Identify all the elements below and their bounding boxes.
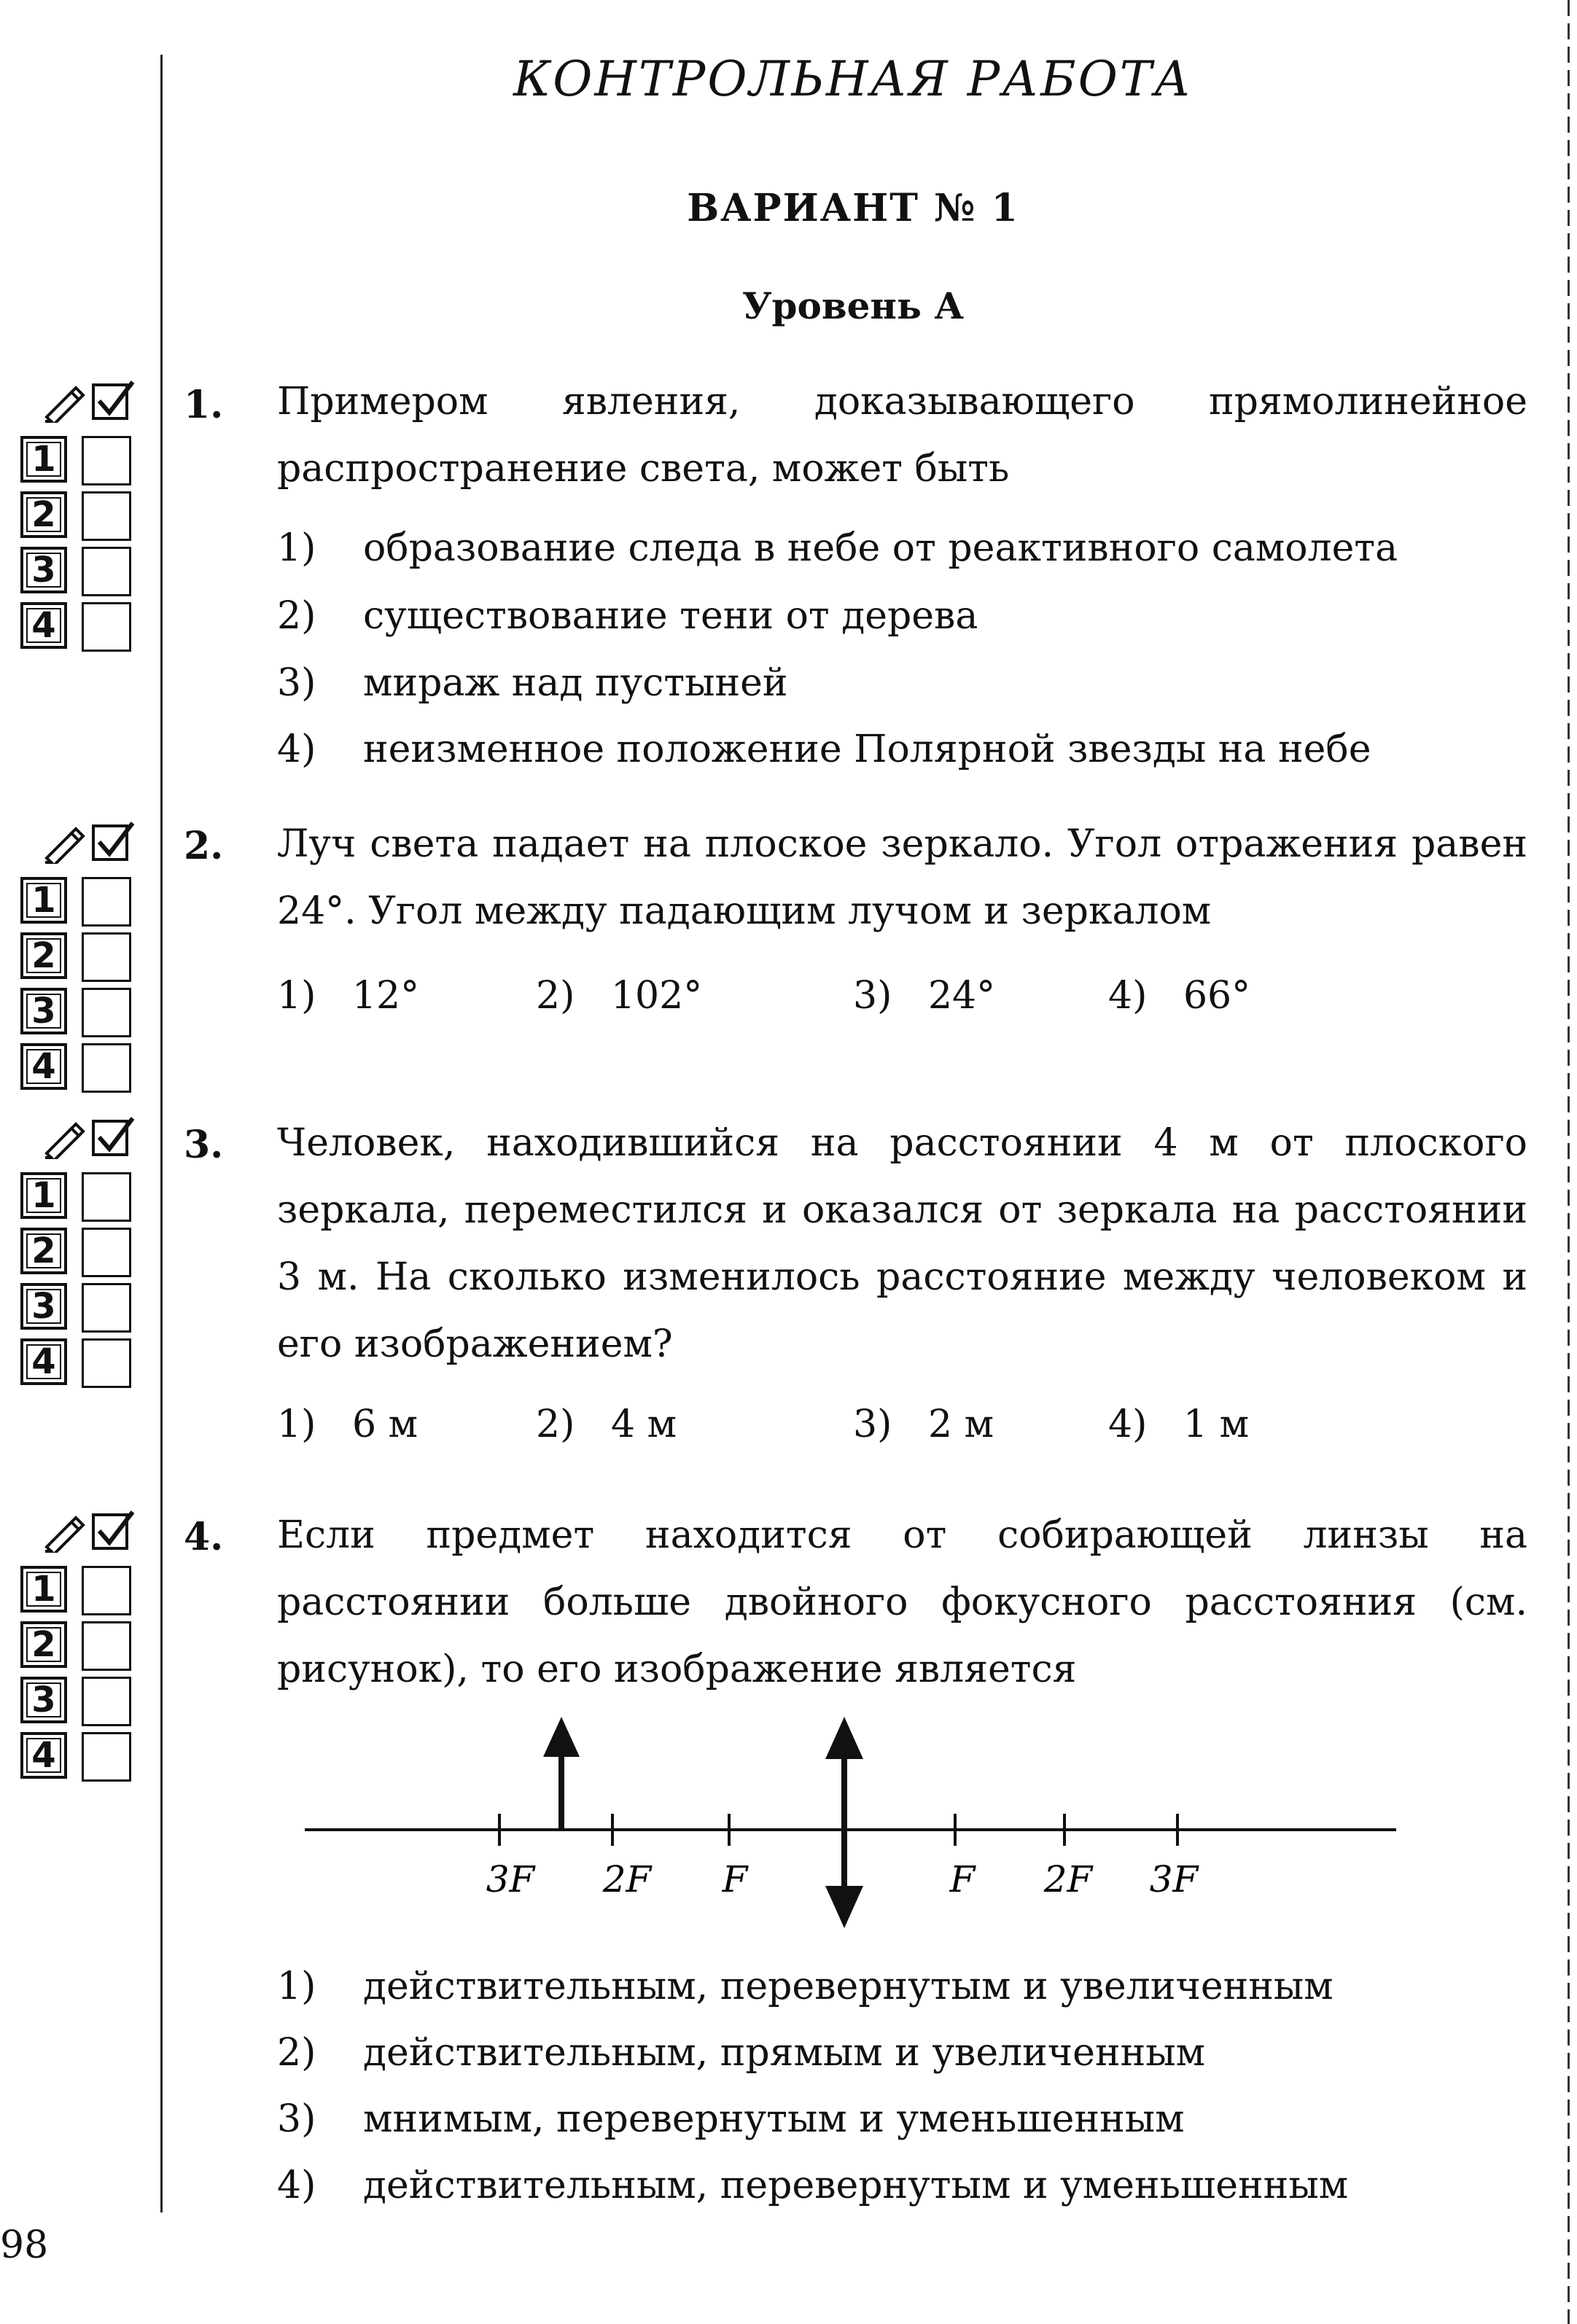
page-number: 98 [0,2223,49,2267]
level-title: Уровень А [741,284,965,327]
answer-checkbox[interactable] [82,1228,131,1277]
answer-checkbox[interactable] [82,491,131,541]
option: 4) 1 м [1108,1403,1250,1446]
option: 2) действительным, прямым и увеличенным [277,2031,1206,2075]
answer-number-box: 4 [20,1338,67,1385]
focus-label: F [722,1858,748,1900]
option: 3) мнимым, перевернутым и уменьшенным [277,2097,1185,2141]
option: 2) 4 м [536,1403,677,1446]
answer-number-box: 1 [20,877,67,924]
focus-label: F [949,1858,976,1900]
option: 4) действительным, перевернутым и уменьшенным [277,2164,1349,2207]
answer-checkbox[interactable] [82,932,131,982]
focus-label: 3F [486,1858,535,1900]
pen-check-icon [42,1509,152,1553]
answer-row-4[interactable] [20,1043,137,1093]
lens-top-arrowhead [825,1717,863,1759]
object-arrowhead [543,1717,580,1757]
answer-number-box: 1 [20,436,67,483]
answer-row-3[interactable] [20,1677,137,1726]
question-number: 3. [184,1123,224,1167]
answer-checkbox[interactable] [82,1283,131,1333]
focus-label: 3F [1149,1858,1199,1900]
answer-row-1[interactable] [20,1566,137,1615]
answer-checkbox[interactable] [82,1677,131,1726]
answer-number-box: 4 [20,1043,67,1090]
pen-check-icon [42,379,152,423]
option: 2) существование тени от дерева [277,594,978,638]
answer-checkbox[interactable] [82,1043,131,1093]
option: 1) 12° [277,974,420,1018]
answer-checkbox[interactable] [82,1338,131,1388]
option: 1) действительным, перевернутым и увеличенным [277,1965,1333,2008]
pen-check-icon [42,1115,152,1159]
answer-number-box: 3 [20,1677,67,1723]
question-number: 1. [184,383,224,427]
variant-title: ВАРИАНТ № 1 [687,186,1019,230]
focus-label: 2F [602,1858,652,1900]
pen-icon [47,833,79,864]
answer-checkbox[interactable] [82,1621,131,1671]
answer-checkbox[interactable] [82,1172,131,1222]
margin-line [160,55,163,2212]
answer-number-box: 1 [20,1566,67,1613]
answer-row-3[interactable] [20,1283,137,1333]
question-text: Примером явления, доказывающего прямолинейное распространение света, может быть [277,380,1527,491]
question-text: Если предмет находится от собирающей линзы на расстоянии больше двойного фокусного расстояния (см. рисунок), то его изображение является [277,1513,1527,1691]
answer-row-1[interactable] [20,1172,137,1222]
answer-row-2[interactable] [20,491,137,541]
option: 2) 102° [536,974,703,1018]
pen-check-icon [42,820,152,864]
answer-number-box: 3 [20,988,67,1034]
lens-bottom-arrowhead [825,1886,863,1928]
answer-number-box: 2 [20,491,67,538]
answer-checkbox[interactable] [82,1566,131,1615]
question-number: 4. [184,1515,224,1559]
answer-checkbox[interactable] [82,877,131,927]
cut-line [1568,0,1570,2324]
option: 1) 6 м [277,1403,418,1446]
option: 3) 24° [853,974,996,1018]
answer-number-box: 3 [20,1283,67,1330]
answer-number-box: 2 [20,1228,67,1274]
answer-number-box: 3 [20,547,67,593]
answer-number-box: 2 [20,932,67,979]
pen-icon [47,1128,79,1159]
answer-checkbox[interactable] [82,1732,131,1782]
pen-icon [47,1522,79,1553]
page-title: КОНТРОЛЬНАЯ РАБОТА [513,51,1193,107]
focus-label: 2F [1043,1858,1093,1900]
question-text: Человек, находившийся на расстоянии 4 м от плоского зеркала, переместился и оказался от зеркала на расстоянии 3 м. На сколько изменилось расстояние между человеком и его изображением? [277,1121,1527,1366]
option: 1) образование следа в небе от реактивного самолета [277,526,1398,570]
pen-icon [47,392,79,423]
answer-checkbox[interactable] [82,547,131,596]
answer-row-2[interactable] [20,1621,137,1671]
answer-row-3[interactable] [20,988,137,1037]
answer-number-box: 1 [20,1172,67,1219]
answer-checkbox[interactable] [82,602,131,652]
answer-checkbox[interactable] [82,988,131,1037]
answer-row-2[interactable] [20,932,137,982]
answer-row-4[interactable] [20,602,137,652]
answer-row-1[interactable] [20,877,137,927]
answer-row-3[interactable] [20,547,137,596]
option: 3) мираж над пустыней [277,661,788,705]
answer-number-box: 2 [20,1621,67,1668]
option: 4) неизменное положение Полярной звезды на небе [277,728,1371,771]
answer-row-2[interactable] [20,1228,137,1277]
answer-row-4[interactable] [20,1338,137,1388]
answer-number-box: 4 [20,602,67,649]
answer-checkbox[interactable] [82,436,131,486]
question-number: 2. [184,824,224,868]
option: 4) 66° [1108,974,1251,1018]
answer-number-box: 4 [20,1732,67,1779]
answer-row-4[interactable] [20,1732,137,1782]
lens-diagram [299,1717,1407,1928]
answer-row-1[interactable] [20,436,137,486]
option: 3) 2 м [853,1403,994,1446]
question-text: Луч света падает на плоское зеркало. Угол отражения равен 24°. Угол между падающим лучом и зеркалом [277,822,1527,933]
